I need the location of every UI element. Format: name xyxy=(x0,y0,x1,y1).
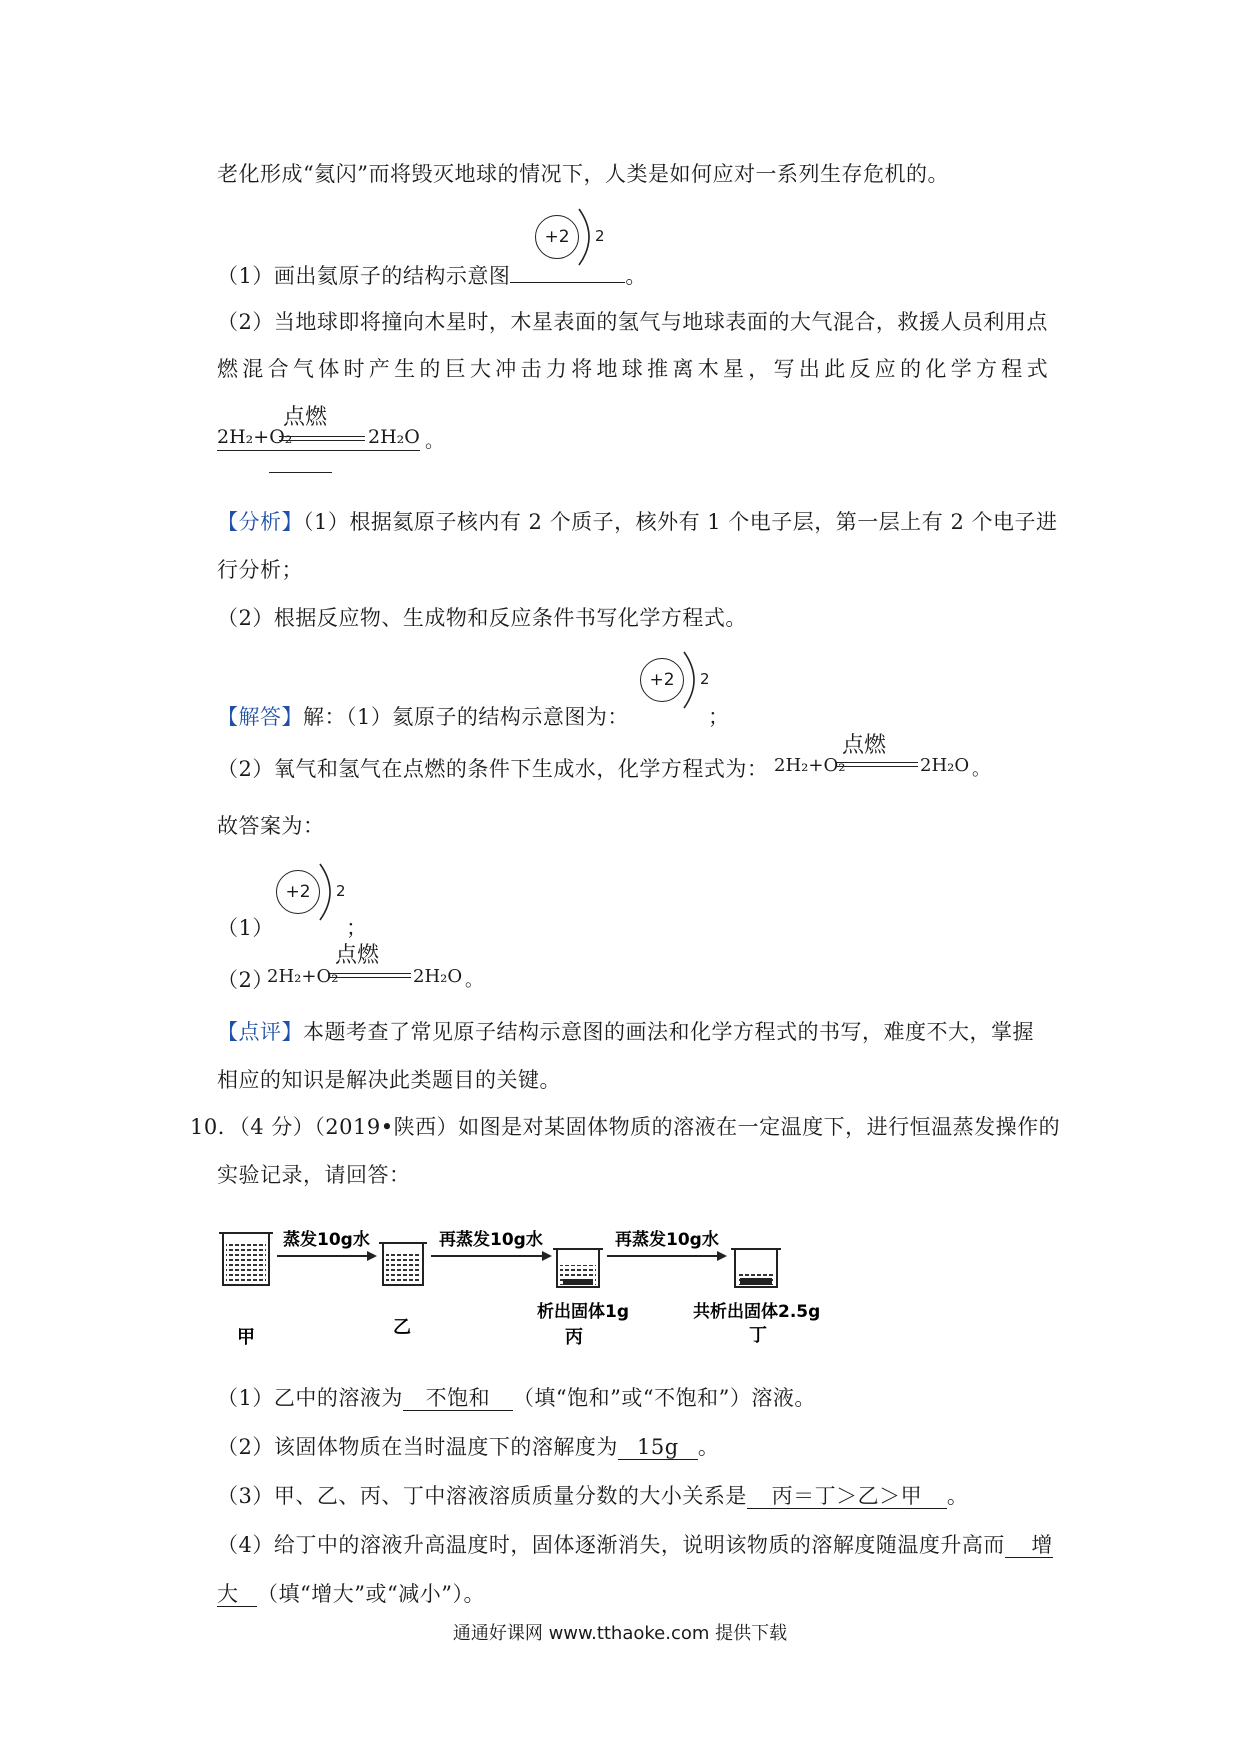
answer-item1-end: ； xyxy=(346,916,368,940)
eq-answer-underline xyxy=(217,450,420,451)
q10-sub1: （1）乙中的溶液为 不饱和 （填“饱和”或“不饱和”）溶液。 xyxy=(217,1386,816,1410)
answer-line1: 【解答】解：（1）氦原子的结构示意图为： xyxy=(217,705,629,729)
answer-item2: （2） xyxy=(217,968,274,992)
comment-line2: 相应的知识是解决此类题目的关键。 xyxy=(217,1068,561,1092)
beaker-jia xyxy=(219,1233,273,1285)
step2-label: 再蒸发10g水 xyxy=(439,1230,543,1250)
beaker-label-jia: 甲 xyxy=(237,1327,255,1348)
sub2-answer: 15g xyxy=(618,1435,698,1460)
beaker-ding xyxy=(731,1249,781,1287)
analysis-line2: 行分析； xyxy=(217,558,303,582)
sub4-answer-b: 大 xyxy=(217,1582,257,1607)
comment-line1: 【点评】本题考查了常见原子结构示意图的画法和化学方程式的书写，难度不大，掌握 xyxy=(217,1020,1034,1044)
q10-sub3: （3）甲、乙、丙、丁中溶液溶质质量分数的大小关系是 丙＝丁＞乙＞甲 。 xyxy=(217,1484,969,1508)
page-footer: 通通好课网 www.tthaoke.com 提供下载 xyxy=(452,1623,788,1644)
comment-tag: 【点评】 xyxy=(217,1020,303,1044)
q10-sub2: （2）该固体物质在当时温度下的溶解度为 15g 。 xyxy=(217,1435,720,1459)
beaker-yi xyxy=(379,1243,427,1285)
final-equation: 2H₂+O₂ 点燃 2H₂O 。 xyxy=(267,943,483,991)
eq-arrow xyxy=(279,436,365,441)
q2-line1: （2）当地球即将撞向木星时，木星表面的氢气与地球表面的大气混合，救援人员利用点 xyxy=(217,310,1048,334)
atom-electron-count: 2 xyxy=(595,227,605,245)
analysis-line3: （2）根据反应物、生成物和反应条件书写化学方程式。 xyxy=(217,606,747,630)
q1-prefix: （1）画出氦原子的结构示意图 xyxy=(217,264,511,288)
answer-line3: 故答案为： xyxy=(217,814,325,838)
beaker-bing xyxy=(553,1249,603,1287)
answer-item1: （1） xyxy=(217,916,274,940)
sub3-answer: 丙＝丁＞乙＞甲 xyxy=(747,1484,947,1509)
atom-nucleus: +2 xyxy=(276,870,320,914)
answer-equation: 2H₂+O₂ 点燃 2H₂O 。 xyxy=(774,733,990,780)
eq-left: 2H₂+O₂ xyxy=(217,426,293,448)
eq-right: 2H₂O xyxy=(368,426,420,448)
q1-answer-blank xyxy=(510,264,625,283)
intro-line: 老化形成“氦闪”而将毁灭地球的情况下，人类是如何应对一系列生存危机的。 xyxy=(217,162,949,186)
q2-equation xyxy=(217,402,445,472)
eq-condition: 点燃 xyxy=(283,405,328,430)
q10-sub4: （4）给丁中的溶液升高温度时，固体逐渐消失，说明该物质的溶解度随温度升高而 增 xyxy=(217,1533,1053,1557)
note-ding: 共析出固体2.5g xyxy=(693,1302,821,1322)
q10-line1: 10．（4 分）（2019•陕西）如图是对某固体物质的溶液在一定温度下，进行恒温蒸发操作的 xyxy=(190,1115,1061,1139)
step3-label: 再蒸发10g水 xyxy=(615,1230,719,1250)
beaker-label-bing: 丙 xyxy=(565,1327,583,1348)
eq-arrow xyxy=(329,973,411,978)
q2-line2: 燃混合气体时产生的巨大冲击力将地球推离木星，写出此反应的化学方程式 xyxy=(217,357,1052,381)
sub4-answer-a: 增 xyxy=(1005,1533,1053,1558)
beaker-label-ding: 丁 xyxy=(749,1325,767,1346)
q10-line2: 实验记录，请回答： xyxy=(217,1163,411,1187)
atom-electron-count: 2 xyxy=(336,882,346,900)
analysis-tag: 【分析】 xyxy=(217,510,303,534)
q1-line xyxy=(217,262,647,290)
q1-suffix: 。 xyxy=(625,264,647,288)
note-bing: 析出固体1g xyxy=(537,1302,629,1322)
analysis-line1: 【分析】（1）根据氦原子核内有 2 个质子，核外有 1 个电子层，第一层上有 2 个电子进 xyxy=(217,510,1058,534)
eq-arrow xyxy=(836,762,918,767)
answer-line2: （2）氧气和氢气在点燃的条件下生成水，化学方程式为： xyxy=(217,757,769,781)
eq-suffix: 。 xyxy=(425,430,445,452)
arrow-step1 xyxy=(277,1251,377,1261)
step1-label: 蒸发10g水 xyxy=(283,1230,370,1250)
evaporation-diagram xyxy=(217,1223,857,1357)
atom-nucleus: +2 xyxy=(640,658,684,702)
answer-line1-end: ； xyxy=(708,705,730,729)
arrow-step3 xyxy=(607,1251,727,1261)
beaker-label-yi: 乙 xyxy=(393,1317,411,1338)
answer-tag: 【解答】 xyxy=(217,705,303,729)
q10-sub4-cont: 大 （填“增大”或“减小”）。 xyxy=(217,1582,485,1606)
atom-electron-count: 2 xyxy=(700,670,710,688)
atom-nucleus: +2 xyxy=(535,215,579,259)
sub1-answer: 不饱和 xyxy=(403,1386,513,1411)
eq-answer-underline-2 xyxy=(269,472,332,473)
arrow-step2 xyxy=(431,1251,552,1261)
